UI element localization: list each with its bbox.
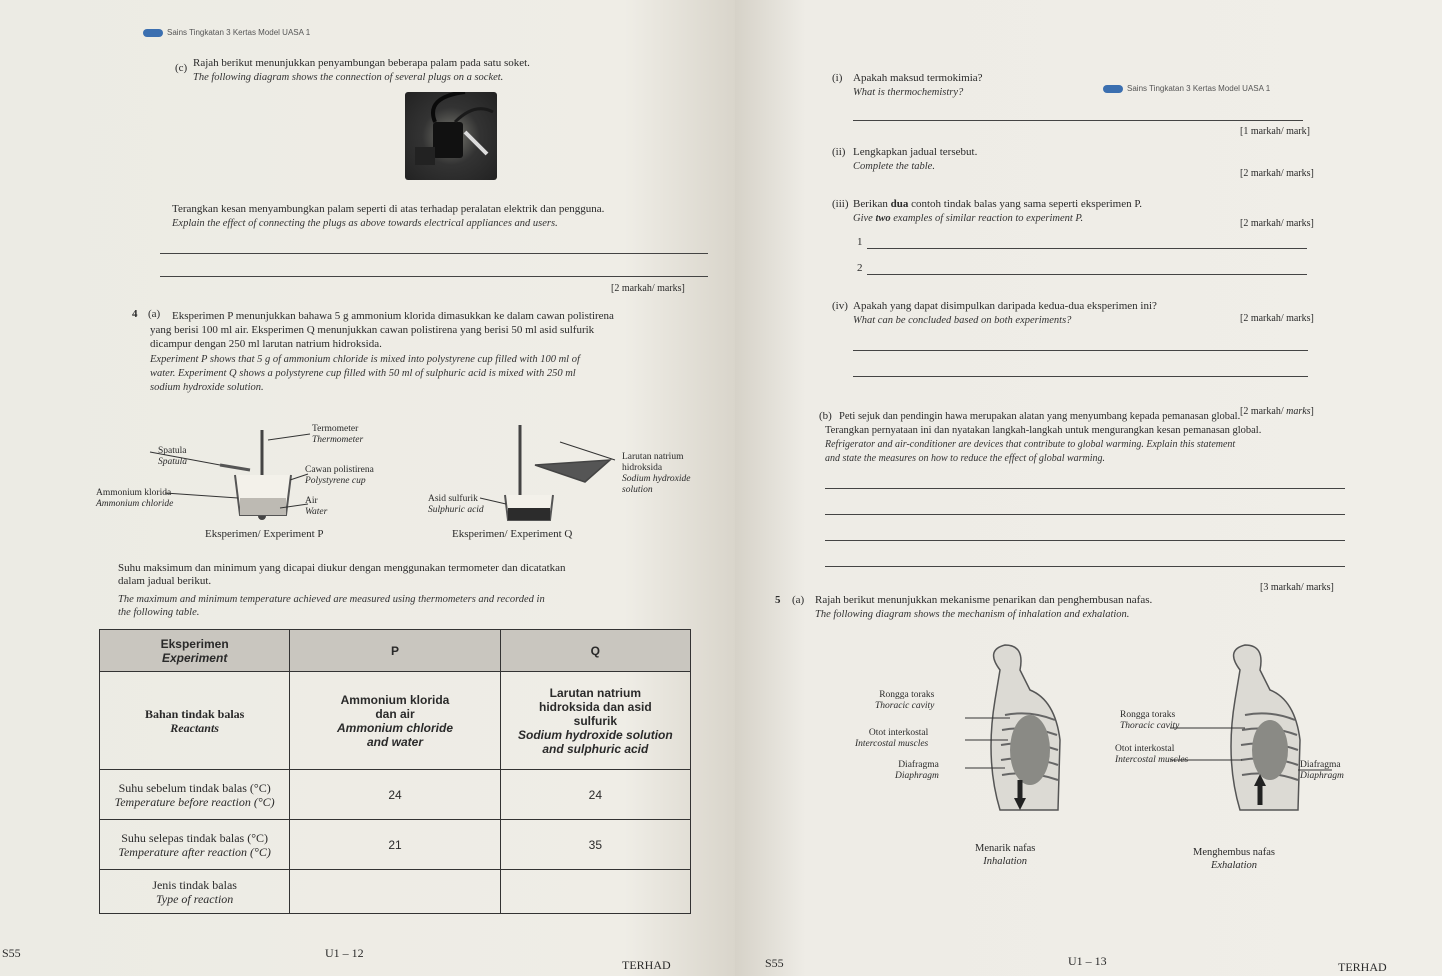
experiment-table bbox=[99, 629, 691, 914]
q-iv-marks-2: [2 markah/ marks] bbox=[1240, 406, 1314, 417]
spatula-label: Spatula Spatula bbox=[158, 446, 188, 467]
right-footer-code: S55 bbox=[765, 956, 784, 970]
table-row bbox=[100, 672, 691, 770]
publisher-logo-icon bbox=[1103, 85, 1123, 93]
answer-line[interactable] bbox=[825, 566, 1345, 567]
temp-text-en-2: the following table. bbox=[118, 607, 200, 618]
left-footer-code: S55 bbox=[2, 946, 21, 960]
row-label-reaction-type: Jenis tindak balas Type of reaction bbox=[100, 870, 290, 914]
q5a-en: The following diagram shows the mechanism of inhalation and exhalation. bbox=[815, 609, 1130, 620]
socket-plugs-image bbox=[405, 92, 497, 180]
row-label-temp-before: Suhu sebelum tindak balas (°C) Temperature before reaction (°C) bbox=[100, 770, 290, 820]
cell-p-reactants: Ammonium klorida dan air Ammonium chloride and water bbox=[290, 672, 500, 770]
cell-q-temp-after: 35 bbox=[500, 820, 690, 870]
q-b-en-1: Refrigerator and air-conditioner are devices that contribute to global warming. Explain this statement bbox=[825, 439, 1236, 450]
thoracic-cavity-label-right: Rongga toraks Thoracic cavity bbox=[1120, 710, 1180, 731]
temp-text-ms-2: dalam jadual berikut. bbox=[118, 575, 212, 587]
left-footer-org: TERHAD bbox=[622, 958, 671, 972]
q-iv-marks: [2 markah/ marks] bbox=[1240, 313, 1314, 324]
temp-text-ms-1: Suhu maksimum dan minimum yang dicapai diukur dengan menggunakan termometer dan dicatatkan bbox=[118, 562, 566, 574]
table-row bbox=[100, 820, 691, 870]
inhalation-caption: Menarik nafas Inhalation bbox=[975, 843, 1036, 867]
cell-p-reaction-type[interactable] bbox=[290, 870, 500, 914]
q-c-text-ms: Rajah berikut menunjukkan penyambungan beberapa palam pada satu soket. bbox=[193, 57, 530, 69]
cell-q-reaction-type[interactable] bbox=[500, 870, 690, 914]
table-row bbox=[100, 770, 691, 820]
temp-text-en-1: The maximum and minimum temperature achieved are measured using thermometers and recorded in bbox=[118, 594, 545, 605]
sulphuric-acid-label: Asid sulfurik Sulphuric acid bbox=[428, 494, 484, 515]
socket-plugs-photo bbox=[405, 92, 497, 180]
publisher-logo-icon bbox=[143, 29, 163, 37]
cell-p-temp-before: 24 bbox=[290, 770, 500, 820]
answer-line[interactable] bbox=[867, 248, 1307, 249]
intercostal-label-right: Otot interkostal Intercostal muscles bbox=[1115, 744, 1189, 765]
table-header-p: P bbox=[290, 630, 500, 672]
diaphragm-label-left: Diafragma Diaphragm bbox=[895, 760, 939, 781]
right-footer-org: TERHAD bbox=[1338, 960, 1387, 974]
intercostal-label-left: Otot interkostal Intercostal muscles bbox=[855, 728, 929, 749]
q-iv-label: (iv) bbox=[832, 300, 848, 312]
q-c-marks: [2 markah/ marks] bbox=[611, 283, 685, 294]
q-iii-marks: [2 markah/ marks] bbox=[1240, 218, 1314, 229]
q4a-text-ms-3: dicampur dengan 250 ml larutan natrium hidroksida. bbox=[150, 338, 382, 350]
q4a-label: (a) bbox=[148, 308, 161, 320]
water-label: Air Water bbox=[305, 496, 328, 517]
right-page-header: Sains Tingkatan 3 Kertas Model UASA 1 bbox=[1103, 84, 1270, 93]
cell-p-temp-after: 21 bbox=[290, 820, 500, 870]
thermometer-label: Termometer Thermometer bbox=[312, 424, 364, 445]
cell-q-temp-before: 24 bbox=[500, 770, 690, 820]
cell-q-reactants: Larutan natrium hidroksida dan asid sulfurik Sodium hydroxide solution and sulphuric acid bbox=[500, 672, 690, 770]
answer-line[interactable] bbox=[853, 376, 1308, 377]
spatula-icon bbox=[220, 465, 250, 470]
row-label-reactants: Bahan tindak balas Reactants bbox=[100, 672, 290, 770]
q5-number: 5 bbox=[775, 594, 781, 606]
q-ii-label: (ii) bbox=[832, 146, 846, 158]
answer-line[interactable] bbox=[853, 350, 1308, 351]
sodium-hydroxide-label: Larutan natrium hidroksida Sodium hydroxide solution bbox=[622, 452, 691, 495]
q-i-label: (i) bbox=[832, 72, 843, 84]
q5a-label: (a) bbox=[792, 594, 805, 606]
q-c-text-en: The following diagram shows the connection of several plugs on a socket. bbox=[193, 72, 504, 83]
q-iv-en: What can be concluded based on both experiments? bbox=[853, 315, 1072, 326]
q4-number: 4 bbox=[132, 308, 138, 320]
q-i-marks: [1 markah/ mark] bbox=[1240, 126, 1310, 137]
table-header-q: Q bbox=[500, 630, 690, 672]
inhalation-figure bbox=[991, 645, 1060, 810]
answer-line[interactable] bbox=[825, 540, 1345, 541]
answer-line[interactable] bbox=[825, 514, 1345, 515]
q4a-text-ms-2: yang berisi 100 ml air. Eksperimen Q menunjukkan cawan polistirena yang berisi 50 ml asid sulfurik bbox=[150, 324, 595, 336]
q-i-en: What is thermochemistry? bbox=[853, 87, 964, 98]
answer-line[interactable] bbox=[825, 488, 1345, 489]
breathing-mechanism-diagram bbox=[960, 640, 1360, 840]
table-row bbox=[100, 870, 691, 914]
answer-line[interactable] bbox=[160, 276, 708, 277]
q-c-instruction-ms: Terangkan kesan menyambungkan palam seperti di atas terhadap peralatan elektrik dan pengguna. bbox=[172, 203, 605, 215]
q-iv-ms: Apakah yang dapat disimpulkan daripada kedua-dua eksperimen ini? bbox=[853, 300, 1157, 312]
diaphragm-label-right: Diafragma Diaphragm bbox=[1300, 760, 1344, 781]
table-header-experiment: Eksperimen Experiment bbox=[100, 630, 290, 672]
q-i-ms: Apakah maksud termokimia? bbox=[853, 72, 983, 84]
beaker-naoh bbox=[535, 460, 610, 482]
q4a-text-ms-1: Eksperimen P menunjukkan bahawa 5 g ammonium klorida dimasukkan ke dalam cawan polistirena bbox=[172, 310, 614, 322]
left-footer-page: U1 – 12 bbox=[325, 946, 364, 960]
table-header-row bbox=[100, 630, 691, 672]
thoracic-cavity-label-left: Rongga toraks Thoracic cavity bbox=[875, 690, 935, 711]
q-iii-num-2: 2 bbox=[857, 262, 863, 274]
exhalation-caption: Menghembus nafas Exhalation bbox=[1193, 847, 1275, 871]
q-iii-num-1: 1 bbox=[857, 236, 863, 248]
left-page-header: Sains Tingkatan 3 Kertas Model UASA 1 bbox=[143, 28, 310, 37]
q-b-ms-2: Terangkan pernyataan ini dan nyatakan langkah-langkah untuk mengurangkan kesan pemanasan global. bbox=[825, 425, 1262, 436]
q-ii-marks: [2 markah/ marks] bbox=[1240, 168, 1314, 179]
q-b-en-2: and state the measures on how to reduce the effect of global warming. bbox=[825, 453, 1106, 464]
experiment-q-caption: Eksperimen/ Experiment Q bbox=[452, 528, 573, 540]
q-iii-ms: Berikan dua contoh tindak balas yang sama seperti eksperimen P. bbox=[853, 198, 1143, 210]
q-b-ms-1: Peti sejuk dan pendingin hawa merupakan alatan yang menyumbang kepada pemanasan global. bbox=[839, 411, 1241, 422]
ammonium-chloride-label: Ammonium klorida Ammonium chloride bbox=[96, 488, 174, 509]
q-iii-label: (iii) bbox=[832, 198, 849, 210]
polystyrene-cup-label: Cawan polistirena Polystyrene cup bbox=[305, 465, 374, 486]
right-footer-page: U1 – 13 bbox=[1068, 954, 1107, 968]
answer-line[interactable] bbox=[867, 274, 1307, 275]
q-c-instruction-en: Explain the effect of connecting the plugs as above towards electrical appliances and users. bbox=[172, 218, 558, 229]
q5a-ms: Rajah berikut menunjukkan mekanisme penarikan dan penghembusan nafas. bbox=[815, 594, 1153, 606]
experiment-p-caption: Eksperimen/ Experiment P bbox=[205, 528, 324, 540]
answer-line[interactable] bbox=[160, 253, 708, 254]
q-c-label: (c) bbox=[175, 62, 188, 74]
row-label-temp-after: Suhu selepas tindak balas (°C) Temperature after reaction (°C) bbox=[100, 820, 290, 870]
q4a-text-en-3: sodium hydroxide solution. bbox=[150, 382, 264, 393]
right-page bbox=[735, 0, 1442, 976]
q4a-text-en-1: Experiment P shows that 5 g of ammonium chloride is mixed into polystyrene cup filled with 100 ml of bbox=[150, 354, 580, 365]
q-ii-ms: Lengkapkan jadual tersebut. bbox=[853, 146, 978, 158]
q-ii-en: Complete the table. bbox=[853, 161, 935, 172]
answer-line[interactable] bbox=[853, 120, 1303, 121]
q4a-text-en-2: water. Experiment Q shows a polystyrene cup filled with 50 ml of sulphuric acid is mixed with 250 ml bbox=[150, 368, 576, 379]
q-b-marks: [3 markah/ marks] bbox=[1260, 582, 1334, 593]
q-iii-en: Give two examples of similar reaction to experiment P. bbox=[853, 213, 1084, 224]
q-b-label: (b) bbox=[819, 410, 832, 422]
